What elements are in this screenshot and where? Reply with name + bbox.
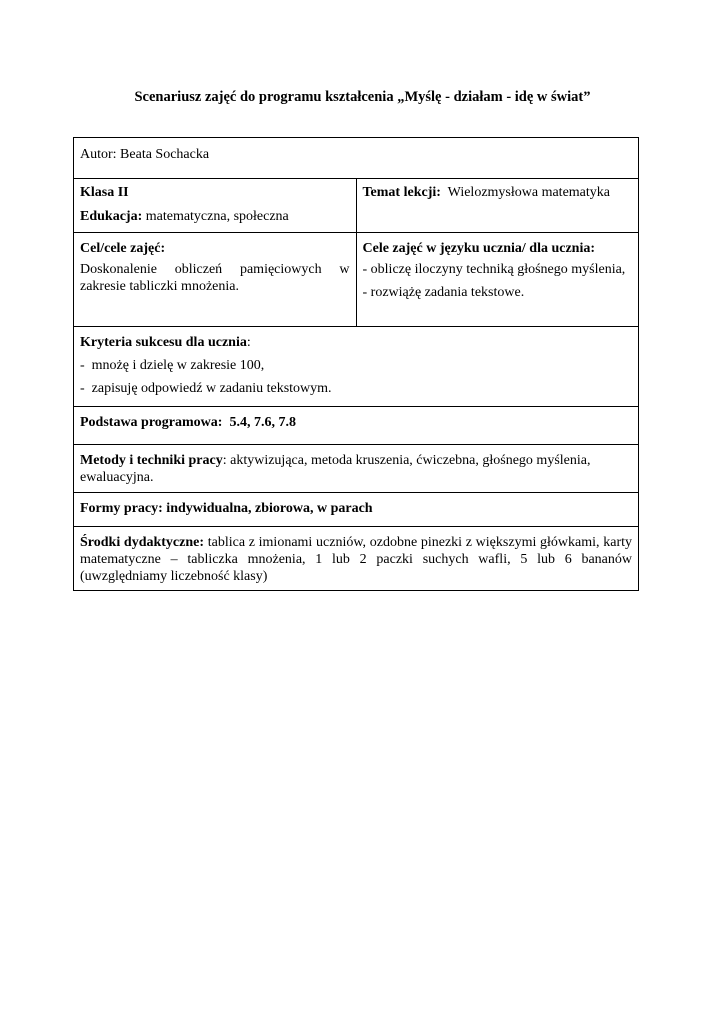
methods-text: : aktywizująca, metoda kruszenia, ćwiczebna, głośnego myślenia, ewaluacyjna. <box>80 453 591 485</box>
forms-row <box>74 493 639 527</box>
curriculum-text: Podstawa programowa: 5.4, 7.6, 7.8 <box>80 415 296 430</box>
goals-row <box>74 233 639 327</box>
education-line <box>80 208 350 225</box>
methods-label: Metody i techniki pracy <box>80 453 223 468</box>
methods-cell <box>74 445 639 493</box>
goals-cell <box>74 233 357 327</box>
criteria-label: Kryteria sukcesu dla ucznia <box>80 335 247 350</box>
author-row <box>74 138 639 179</box>
student-goal-item: - obliczę iloczyny techniką głośnego myślenia, <box>362 262 626 277</box>
resources-label: Środki dydaktyczne: <box>80 535 205 550</box>
criteria-item: - zapisuję odpowiedź w zadaniu tekstowym. <box>80 381 332 396</box>
forms-cell <box>74 493 639 527</box>
methods-row <box>74 445 639 493</box>
education-label: Edukacja: <box>80 209 143 224</box>
criteria-heading <box>80 334 632 351</box>
topic-value: Wielozmysłowa matematyka <box>440 185 610 200</box>
criteria-cell <box>74 327 639 407</box>
student-goal-item: - rozwiążę zadania tekstowe. <box>362 285 525 300</box>
resources-row <box>74 527 639 591</box>
class-label: Klasa II <box>80 185 129 200</box>
scenario-table <box>73 137 639 591</box>
criteria-item: - mnożę i dzielę w zakresie 100, <box>80 358 265 373</box>
topic-label: Temat lekcji: <box>362 185 441 200</box>
student-goals-cell <box>356 233 639 327</box>
resources-cell <box>74 527 639 591</box>
forms-text: Formy pracy: indywidualna, zbiorowa, w parach <box>80 501 373 516</box>
class-topic-row <box>74 179 639 233</box>
goals-label: Cel/cele zajęć: <box>80 241 166 256</box>
criteria-colon: : <box>246 335 251 350</box>
topic-cell <box>356 179 639 233</box>
resources-text: tablica z imionami uczniów, ozdobne pinezki z większymi główkami, karty matematyczne – tabliczka mnożenia, 1 lub 2 paczki suchych wafli, 5 lub 6 bananów (uwzględniamy liczebność klasy) <box>80 535 633 584</box>
author-text: Autor: Beata Sochacka <box>80 147 210 162</box>
student-goals-label: Cele zajęć w języku ucznia/ dla ucznia: <box>362 241 596 256</box>
education-value: matematyczna, społeczna <box>142 209 289 224</box>
document-title: Scenariusz zajęć do programu kształcenia „Myślę - działam - idę w świat” <box>134 89 591 105</box>
curriculum-cell <box>74 407 639 445</box>
criteria-row <box>74 327 639 407</box>
class-cell <box>74 179 357 233</box>
goals-text: Doskonalenie obliczeń pamięciowych w zakresie tabliczki mnożenia. <box>80 262 350 294</box>
curriculum-row <box>74 407 639 445</box>
